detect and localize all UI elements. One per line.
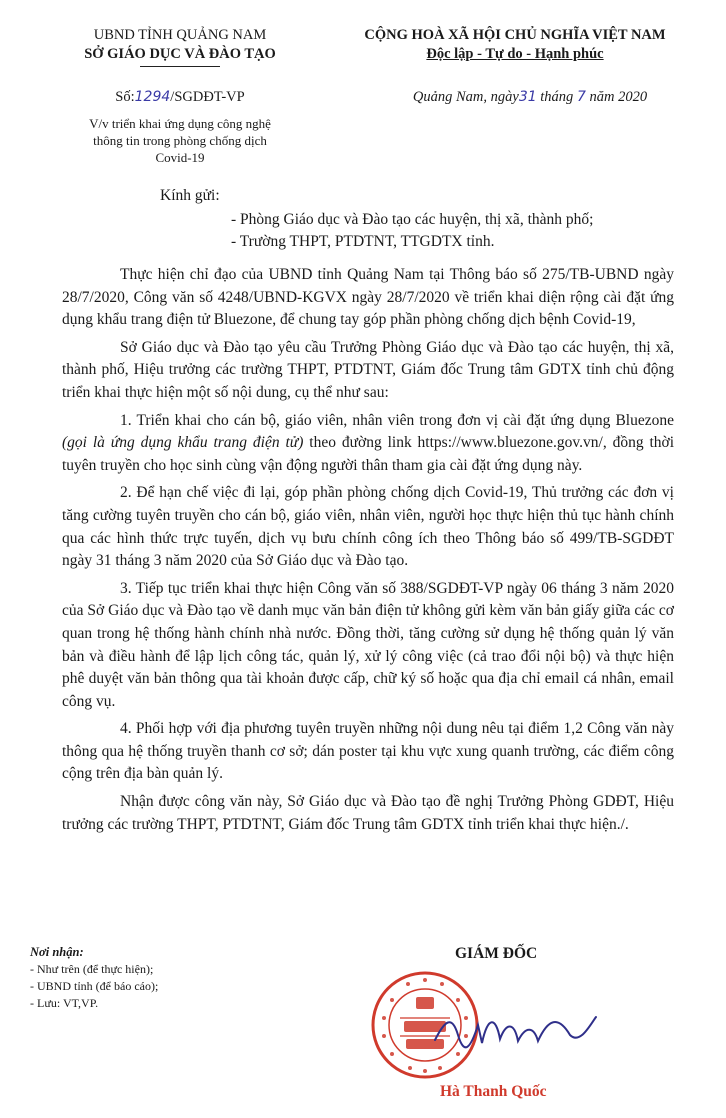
header-divider-left xyxy=(140,66,220,67)
distribution-item: - Lưu: VT,VP. xyxy=(30,996,99,1010)
signatory-title: GIÁM ĐỐC xyxy=(455,945,538,962)
addressee-item: - Phòng Giáo dục và Đào tạo các huyện, thị xã, thành phố; xyxy=(231,211,594,228)
letter-body xyxy=(62,264,674,841)
paragraph-text: 1. Triển khai cho cán bộ, giáo viên, nhân viên trong đơn vị cài đặt ứng dụng Bluezone xyxy=(120,411,674,429)
paragraph-text: theo đường link https://www.bluezone.gov.vn/, đồng thời tuyên truyền cho học sinh cùng vận động người thân tham gia cài đặt ứng dụng này. xyxy=(62,434,674,474)
paragraph xyxy=(62,410,674,478)
national-heading xyxy=(320,26,710,64)
date-month: 7 xyxy=(576,89,586,105)
motto xyxy=(320,45,710,64)
date-month-label: tháng xyxy=(540,89,574,105)
document-number: Số:1294/SGDĐT-VP xyxy=(115,89,245,105)
motto-text: Độc lập - Tự do - Hạnh phúc xyxy=(426,46,604,62)
paragraph-italic: (gọi là ứng dụng khẩu trang điện tử) xyxy=(62,434,304,452)
date-day: 31 xyxy=(518,89,537,105)
paragraph: Thực hiện chỉ đạo của UBND tỉnh Quảng Nam tại Thông báo số 275/TB-UBND ngày 28/7/2020, Công văn số 4248/UBND-KGVX ngày 28/7/2020 về triển khai diện rộng cài đặt ứng dụng khẩu trang điện tử Bluezone, để chung tay góp phần phòng chống dịch bệnh Covid-19, xyxy=(62,266,674,329)
subject-line: thông tin trong phòng chống dịch xyxy=(93,133,267,148)
org-name: UBND TỈNH QUẢNG NAM xyxy=(93,27,267,43)
paragraph: Sở Giáo dục và Đào tạo yêu cầu Trưởng Phòng Giáo dục và Đào tạo các huyện, thị xã, thành phố, Hiệu trưởng các trường THPT, PTDTNT, Giám đốc Trung tâm GDTX tỉnh chủ động triển khai thực hiện một số nội dung, cụ thể như sau: xyxy=(62,338,674,401)
distribution-list xyxy=(30,944,158,1012)
signature-stroke xyxy=(435,1017,596,1047)
distribution-item: - UBND tỉnh (để báo cáo); xyxy=(30,979,159,993)
paragraph: Nhận được công văn này, Sở Giáo dục và Đào tạo đề nghị Trưởng Phòng GDĐT, Hiệu trưởng các trường THPT, PTDTNT, Giám đốc Trung tâm GDTX tỉnh triển khai thực hiện./. xyxy=(62,793,674,833)
paragraph: 3. Tiếp tục triển khai thực hiện Công văn số 388/SGDĐT-VP ngày 06 tháng 3 năm 2020 của Sở Giáo dục và Đào tạo về danh mục văn bản điện tử không gửi kèm văn bản giấy giữa các cơ quan trong hệ thống hành chính nhà nước. Đồng thời, tăng cường sử dụng hệ thống quản lý văn bản và điều hành để lập lịch công tác, quản lý, xử lý công việc (cả trao đổi nội bộ) và thực hiện phê duyệt văn bản thông qua tài khoản được cấp, chữ ký số hoặc qua địa chỉ email cá nhân, email công vụ. xyxy=(62,579,674,710)
subject-line: Covid-19 xyxy=(155,150,205,165)
distribution-item: - Như trên (để thực hiện); xyxy=(30,962,154,976)
dept-name: SỞ GIÁO DỤC VÀ ĐÀO TẠO xyxy=(84,46,276,62)
paragraph: 2. Để hạn chế việc đi lại, góp phần phòng chống dịch Covid-19, Thủ trưởng các đơn vị tăng cường tuyên truyền cho cán bộ, giáo viên, nhân viên, người học thực hiện thủ tục hành chính qua các hình thức trực tuyến, dịch vụ bưu chính công ích theo Thông báo số 499/TB-SGDĐT ngày 31 tháng 3 năm 2020 của Sở Giáo dục và Đào tạo. xyxy=(62,484,674,570)
issuing-authority xyxy=(40,26,320,64)
paragraph: 4. Phối hợp với địa phương tuyên truyền những nội dung nêu tại điểm 1,2 Công văn này thông qua hệ thống truyền thanh cơ sở; dán poster tại khu vực xung quanh trường, các điểm công cộng trên địa bàn quản lý. xyxy=(62,720,674,783)
number-label: Số: xyxy=(115,89,135,105)
issue-date xyxy=(360,89,700,106)
handwritten-signature-icon xyxy=(430,1005,600,1055)
country-name: CỘNG HOÀ XÃ HỘI CHỦ NGHĨA VIỆT NAM xyxy=(364,27,666,43)
addressee-item: - Trường THPT, PTDTNT, TTGDTX tỉnh. xyxy=(231,233,495,250)
number-suffix: SGDĐT-VP xyxy=(174,89,245,105)
date-year: năm 2020 xyxy=(589,89,648,105)
signatory-name: Hà Thanh Quốc xyxy=(440,1083,547,1100)
distribution-title: Nơi nhận: xyxy=(30,945,84,959)
date-prefix: Quảng Nam, ngày xyxy=(412,89,519,105)
addressee-label: Kính gửi: xyxy=(160,187,220,204)
number-value: 1294 xyxy=(134,89,171,105)
subject-line: V/v triển khai ứng dụng công nghệ xyxy=(89,116,271,131)
subject xyxy=(40,115,320,166)
